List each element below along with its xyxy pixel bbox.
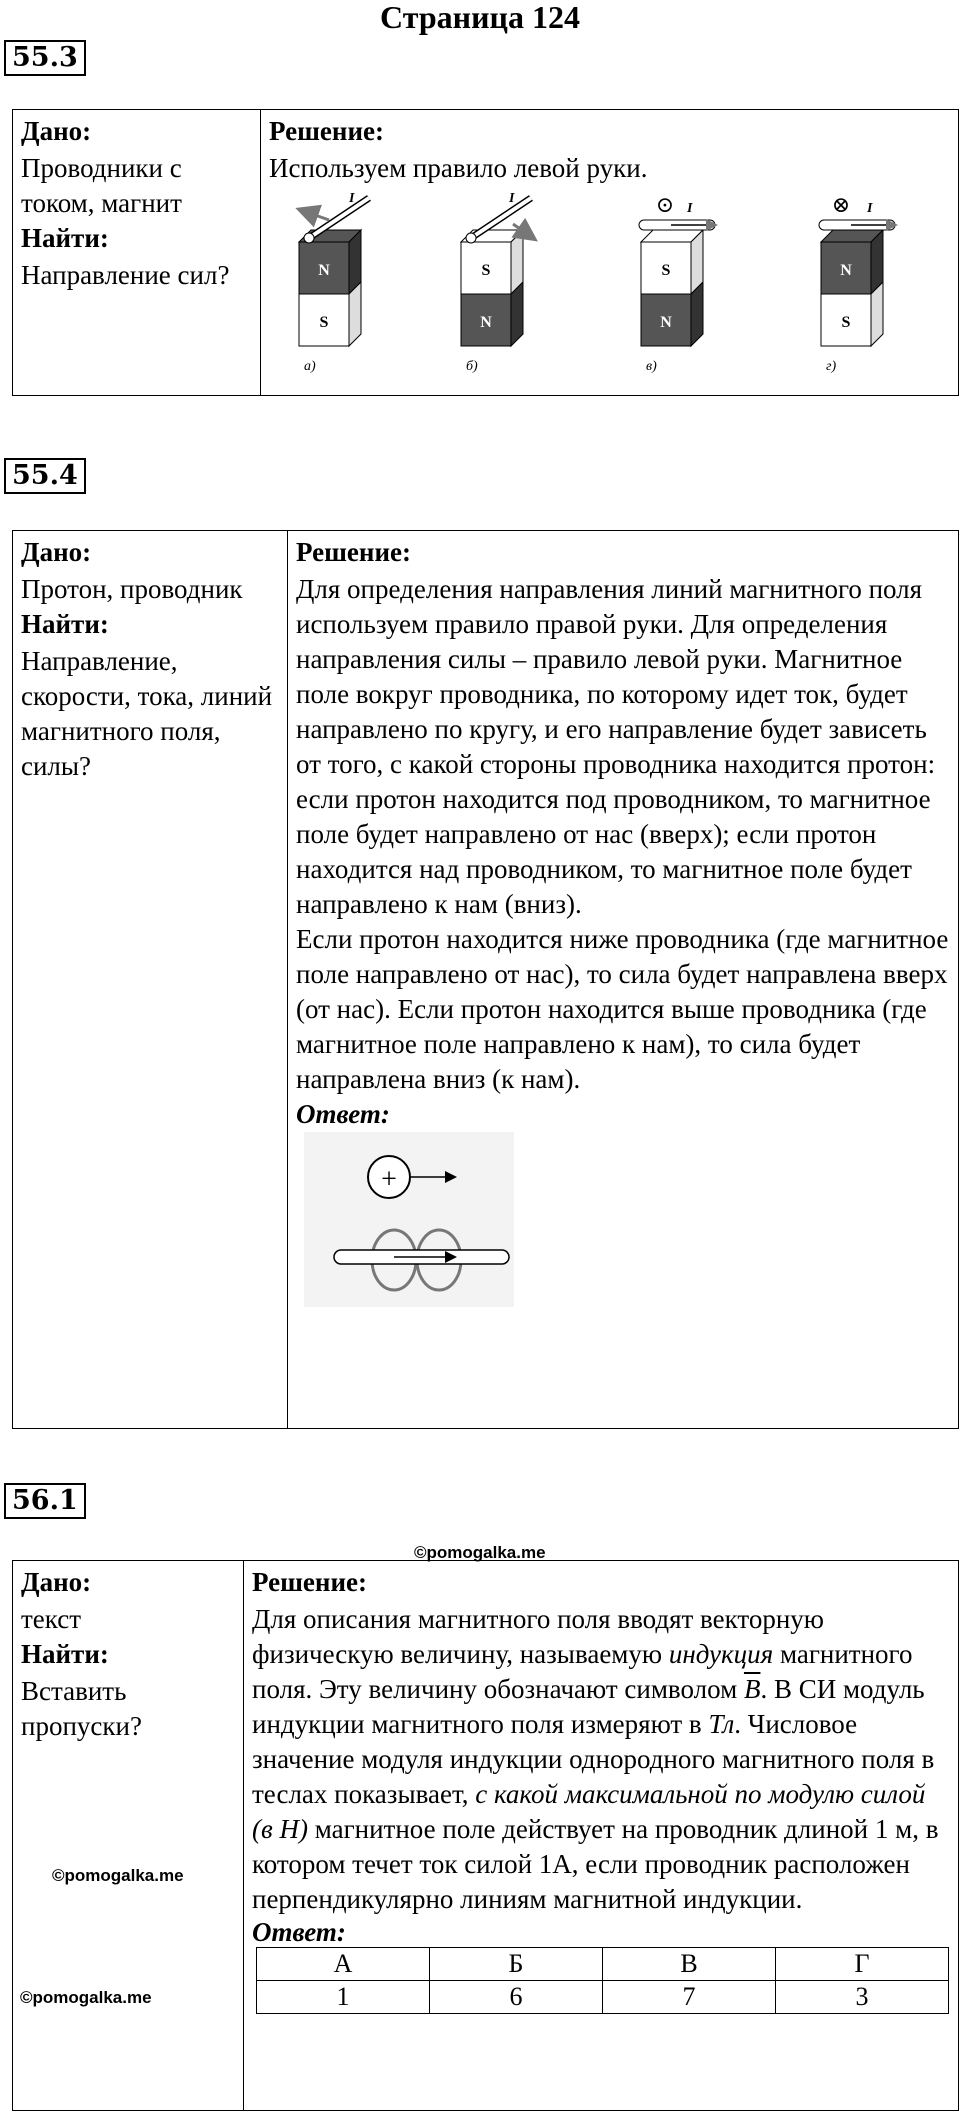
page-title: Страница 124 — [380, 0, 580, 35]
pole-label: S — [661, 262, 671, 279]
solution-paragraph: Если протон находится ниже проводника (где магнитное поле направлено от нас), то сила будет направлена вверх (от нас). Если протон находится выше проводника (где магнитное поле направлено к нам), то сила будет направлена вниз (к нам). — [296, 924, 949, 1094]
find-text: Направление сил? — [21, 260, 230, 290]
proton-figure — [304, 1132, 514, 1307]
watermark: ©pomogalka.me — [414, 1543, 546, 1562]
solution-text: Для описания магнитного поля вводят векторную физическую величину, называемую индукция магнитного поля. Эту величину обозначают символом $\overline{B}$. В СИ модуль индукции магнитного поля измеряют в Тл. Числовое значение модуля индукции однородного магнитного поля в теслах показывает, с какой максимальной по модулю силой (в Н) магнитное поле действует на проводник длиной 1 м, в котором течет ток силой 1А, если проводник расположен перпендикулярно линиям магнитной индукции. — [252, 1604, 939, 1914]
given-cell — [13, 531, 288, 1429]
pole-label: N — [480, 314, 492, 331]
task-number: 56.1 — [4, 1483, 86, 1519]
solution-label: Решение: — [252, 1567, 367, 1597]
task-table-55-4 — [12, 530, 959, 1429]
pole-label: N — [318, 262, 330, 279]
answer-label: Ответ: — [296, 1099, 390, 1129]
watermark: ©pomogalka.me — [52, 1866, 184, 1885]
given-cell — [13, 1561, 244, 2111]
task-number: 55.3 — [4, 40, 86, 76]
answer-value: 3 — [776, 1981, 949, 2014]
panel-caption: в) — [646, 359, 657, 374]
find-text: Направление, скорости, тока, линий магнитного поля, силы? — [21, 646, 273, 781]
answer-value-row — [257, 1981, 949, 2014]
current-label: I — [349, 191, 355, 206]
answer-label: Ответ: — [252, 1917, 346, 1947]
cross-symbol: ⊗ — [831, 192, 851, 217]
solution-cell — [288, 531, 959, 1429]
pole-label: N — [840, 262, 852, 279]
given-text: Проводники с током, магнит — [21, 153, 182, 218]
panel-b — [461, 191, 533, 374]
answer-header: Г — [776, 1948, 949, 1981]
current-label: I — [509, 191, 515, 206]
panel-caption: а) — [304, 359, 316, 374]
pole-label: S — [841, 314, 851, 331]
pole-label: N — [660, 314, 672, 331]
given-text: Протон, проводник — [21, 574, 243, 604]
task-number: 55.4 — [4, 458, 86, 494]
given-cell — [13, 110, 261, 396]
magnets-figure — [269, 190, 919, 382]
answer-header-row — [257, 1948, 949, 1981]
answer-header: В — [603, 1948, 776, 1981]
given-label: Дано: — [21, 537, 92, 567]
solution-label: Решение: — [296, 537, 411, 567]
given-label: Дано: — [21, 116, 92, 146]
answer-header: А — [257, 1948, 430, 1981]
solution-text: Используем правило левой руки. — [269, 153, 648, 183]
dot-symbol: ⊙ — [655, 192, 675, 217]
given-label: Дано: — [21, 1567, 92, 1597]
answer-value: 6 — [430, 1981, 603, 2014]
panel-a — [299, 191, 369, 374]
panel-caption: б) — [466, 359, 478, 374]
current-label: I — [687, 201, 693, 216]
solution-cell — [244, 1561, 959, 2111]
find-label: Найти: — [21, 1639, 109, 1669]
proton-symbol: + — [381, 1164, 397, 1195]
current-label: I — [867, 201, 873, 216]
panel-caption: г) — [826, 359, 837, 374]
watermark: ©pomogalka.me — [20, 1988, 152, 2007]
solution-paragraph: Для определения направления линий магнитного поля используем правило правой руки. Для определения направления силы – правило левой руки. Магнитное поле вокруг проводника, по которому идет ток, будет направлено по кругу, и его направление будет зависеть от того, с какой стороны проводника находится протон: если протон находится под проводником, то магнитное поле будет направлено от нас (вверх); если протон находится над проводником, то магнитное поле будет направлено к нам (вниз). — [296, 574, 936, 919]
solution-cell — [261, 110, 959, 396]
solution-label: Решение: — [269, 116, 384, 146]
pole-label: S — [481, 262, 491, 279]
answer-value: 1 — [257, 1981, 430, 2014]
task-table-56-1 — [12, 1560, 959, 2111]
answer-value: 7 — [603, 1981, 776, 2014]
pole-label: S — [319, 314, 329, 331]
answer-header: Б — [430, 1948, 603, 1981]
find-label: Найти: — [21, 609, 109, 639]
find-label: Найти: — [21, 223, 109, 253]
given-text: текст — [21, 1604, 82, 1634]
answer-table — [256, 1947, 949, 2014]
panel-d — [819, 192, 895, 374]
panel-c — [639, 192, 715, 374]
task-table-55-3 — [12, 109, 959, 396]
find-text: Вставить пропуски? — [21, 1676, 142, 1741]
